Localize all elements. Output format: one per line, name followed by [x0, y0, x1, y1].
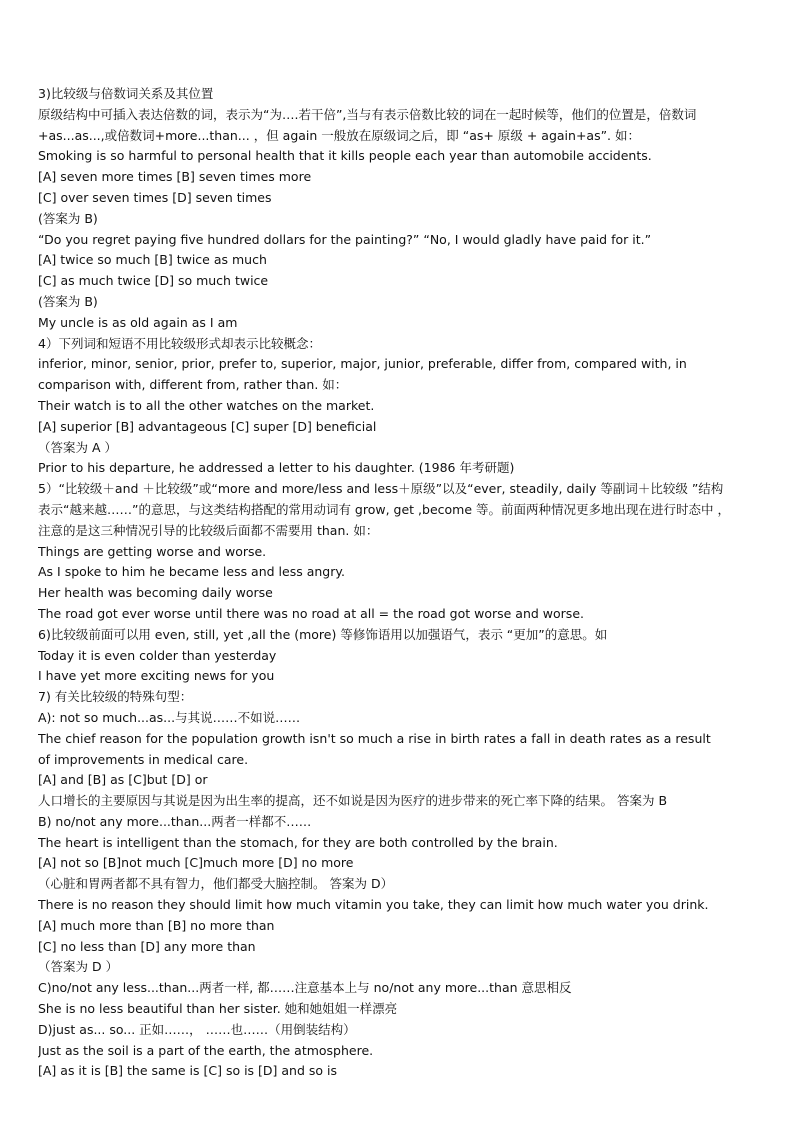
answer-options: [A] and [B] as [C]but [D] or: [38, 772, 208, 788]
translation-answer: 人口增长的主要原因与其说是因为出生率的提高，还不如说是因为医疗的进步带来的死亡率下降的结果。 答案为 B: [38, 793, 668, 809]
answer-options: [A] superior [B] advantageous [C] super [D] beneficial: [38, 418, 377, 434]
example-sentence: of improvements in medical care.: [38, 751, 249, 767]
body-text: 原级结构中可插入表达倍数的词，表示为“为….若干倍”,当与有表示倍数比较的词在一起时候等，他们的位置是，倍数词: [38, 106, 697, 122]
example-sentence: I have yet more exciting news for you: [38, 668, 275, 684]
answer-options: [C] over seven times [D] seven times: [38, 189, 272, 205]
subsection-heading-b: B) no/not any more...than...两者一样都不……: [38, 813, 312, 829]
example-sentence: Just as the soil is a part of the earth, the atmosphere.: [38, 1042, 374, 1058]
example-sentence: Her health was becoming daily worse: [38, 585, 273, 601]
example-sentence: There is no reason they should limit how much vitamin you take, they can limit how much water you drink.: [38, 897, 709, 913]
subsection-heading-a: A): not so much...as...与其说……不如说……: [38, 709, 301, 725]
answer-key: （答案为 A ）: [38, 439, 117, 455]
example-sentence: Their watch is to all the other watches on the market.: [38, 397, 375, 413]
answer-key: (答案为 B): [38, 210, 98, 226]
translation-answer: （心脏和胃两者都不具有智力，他们都受大脑控制。 答案为 D）: [38, 876, 394, 892]
subsection-heading-d: D)just as... so... 正如……， ……也……（用倒装结构）: [38, 1021, 356, 1037]
section-heading-3: 3)比较级与倍数词关系及其位置: [38, 86, 214, 101]
example-sentence: “Do you regret paying five hundred dollars for the painting?” “No, I would gladly have paid for it.”: [38, 231, 652, 247]
answer-options: [C] no less than [D] any more than: [38, 938, 256, 954]
section-heading-6: 6)比较级前面可以用 even, still, yet ,all the (more) 等修饰语用以加强语气，表示 “更加”的意思。如: [38, 626, 608, 642]
example-sentence: Things are getting worse and worse.: [38, 543, 267, 559]
example-sentence: My uncle is as old again as I am: [38, 314, 238, 330]
answer-options: [A] seven more times [B] seven times more: [38, 169, 312, 185]
answer-key: （答案为 D ）: [38, 959, 119, 975]
word-list: comparison with, different from, rather than. 如：: [38, 377, 348, 393]
body-text: 表示“越来越……”的意思，与这类结构搭配的常用动词有 grow, get ,become 等。前面两种情况更多地出现在进行时态中 ，: [38, 501, 730, 517]
answer-options: [A] much more than [B] no more than: [38, 917, 275, 933]
section-heading-5: 5）“比较级＋and ＋比较级”或“more and more/less and less＋原级”以及“ever, steadily, daily 等副词＋比较级 ”结构: [38, 481, 724, 497]
answer-options: [A] twice so much [B] twice as much: [38, 252, 267, 268]
document-page: [38, 84, 762, 1082]
example-sentence: As I spoke to him he became less and less angry.: [38, 564, 345, 580]
example-sentence: The heart is intelligent than the stomach, for they are both controlled by the brain.: [38, 834, 558, 850]
example-sentence: Today it is even colder than yesterday: [38, 647, 277, 663]
body-text: +as...as...,或倍数词+more...than... ，但 again 一般放在原级词之后，即 “as+ 原级 + again+as”. 如：: [38, 127, 641, 143]
section-heading-4: 4）下列词和短语不用比较级形式却表示比较概念：: [38, 335, 321, 351]
answer-options: [A] as it is [B] the same is [C] so is [D] and so is: [38, 1063, 337, 1079]
example-sentence: She is no less beautiful than her sister. 她和她姐姐一样漂亮: [38, 1001, 398, 1017]
example-sentence: The road got ever worse until there was no road at all = the road got worse and worse.: [38, 605, 584, 621]
word-list: inferior, minor, senior, prior, prefer to, superior, major, junior, preferable, differ from, compared with, in: [38, 356, 687, 372]
example-sentence: The chief reason for the population growth isn't so much a rise in birth rates a fall in death rates as a result: [38, 730, 711, 746]
answer-options: [A] not so [B]not much [C]much more [D] no more: [38, 855, 354, 871]
answer-key: (答案为 B): [38, 293, 98, 309]
example-sentence: Smoking is so harmful to personal health that it kills people each year than automobile accidents.: [38, 148, 652, 164]
body-text: 注意的是这三种情况引导的比较级后面都不需要用 than. 如：: [38, 522, 379, 538]
example-sentence: Prior to his departure, he addressed a letter to his daughter. (1986 年考研题): [38, 460, 515, 476]
section-heading-7: 7) 有关比较级的特殊句型：: [38, 689, 193, 705]
answer-options: [C] as much twice [D] so much twice: [38, 273, 269, 289]
subsection-heading-c: C)no/not any less...than...两者一样, 都……注意基本上与 no/not any more...than 意思相反: [38, 980, 572, 996]
